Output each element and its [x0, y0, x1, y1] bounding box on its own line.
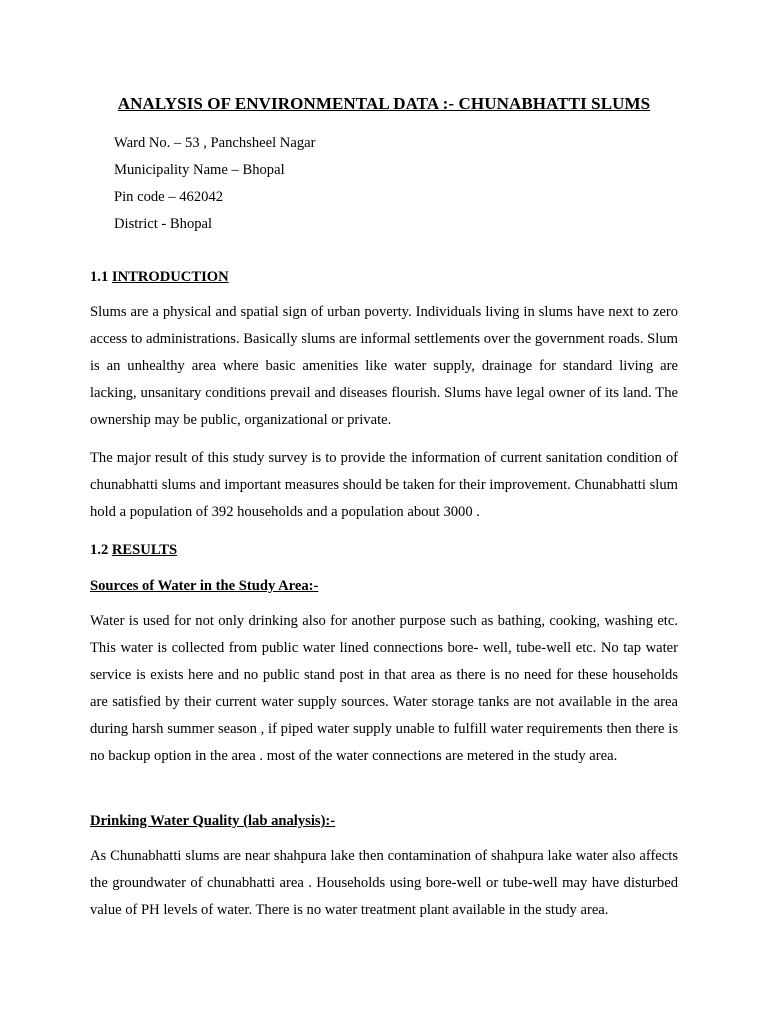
page-title: ANALYSIS OF ENVIRONMENTAL DATA :- CHUNABHATTI SLUMS [117, 94, 651, 113]
water-sources-paragraph: Water is used for not only drinking also for another purpose such as bathing, cooking, washing etc. This water is collected from public water lined connections bore- well, tube-well etc. No tap water service is exists here and no public stand post in that area as there is no need for these households are satisfied by their current water supply sources. Water storage tanks are not available in the area during harsh summer season , if piped water supply unable to fulfill water requirements then there is no backup option in the area . most of the water connections are metered in the study area. [90, 613, 678, 764]
subheading-water-quality: Drinking Water Quality (lab analysis):- [90, 813, 336, 829]
water-quality-paragraph: As Chunabhatti slums are near shahpura lake then contamination of shahpura lake water also affects the groundwater of chunabhatti area . Households using bore-well or tube-well may have disturbed value of PH levels of water. There is no water treatment plant available in the study area. [90, 848, 678, 918]
section-title: RESULTS [111, 542, 178, 558]
address-municipality: Municipality Name – Bhopal [114, 162, 285, 178]
section-heading-results [90, 541, 177, 559]
section-number: 1.1 [90, 269, 112, 285]
introduction-paragraph-2: The major result of this study survey is to provide the information of current sanitation condition of chunabhatti slums and important measures should be taken for their improvement. Chunabhatti slum hold a population of 392 households and a population about 3000 . [90, 450, 678, 520]
section-heading-introduction [90, 268, 229, 286]
address-district: District - Bhopal [114, 216, 213, 232]
address-pincode: Pin code – 462042 [114, 189, 224, 205]
section-number: 1.2 [90, 542, 112, 558]
subheading-water-sources: Sources of Water in the Study Area:- [90, 578, 319, 594]
address-ward: Ward No. – 53 , Panchsheel Nagar [114, 135, 316, 151]
section-title: INTRODUCTION [111, 269, 229, 285]
introduction-paragraph-1: Slums are a physical and spatial sign of urban poverty. Individuals living in slums have next to zero access to administrations. Basically slums are informal settlements over the government roads. Slum is an unhealthy area where basic amenities like water supply, drainage for standard living are lacking, unsanitary conditions prevail and diseases flourish. Slums have legal owner of its land. The ownership may be public, organizational or private. [90, 304, 678, 428]
